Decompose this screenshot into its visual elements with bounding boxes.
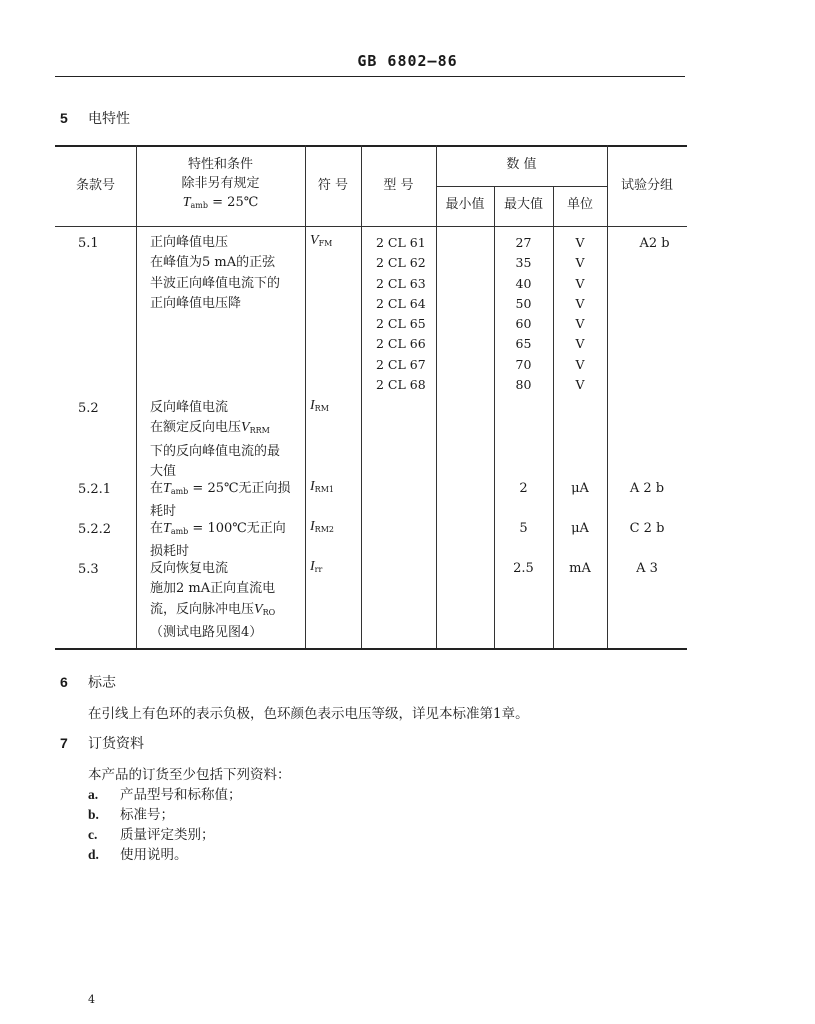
max-5-2-2: 5: [519, 521, 528, 536]
header-test-group: 试验分组: [620, 178, 673, 193]
page-number: 4: [88, 993, 95, 1006]
header-model: 型 号: [383, 178, 414, 193]
list-item: d. 使用说明。: [88, 847, 188, 863]
section-5-title: [60, 108, 130, 128]
clause-5-2-2: 5.2.2: [78, 522, 112, 537]
section-7-intro: 本产品的订货至少包括下列资料：: [88, 767, 291, 783]
symbol-irm: $I_{RM}$: [310, 398, 329, 413]
clause-5-3: 5.3: [78, 562, 99, 577]
section-6-text: 在引线上有色环的表示负极，色环颜色表示电压等级，详见本标准第1章。: [88, 706, 529, 722]
header-rule: [55, 76, 685, 77]
section-number: 6: [60, 674, 68, 690]
header-clause: 条款号: [75, 178, 115, 193]
header-value: 数 值: [506, 157, 537, 172]
col-divider: [305, 145, 306, 648]
symbol-irm1: $I_{RM1}$: [310, 479, 334, 494]
header-symbol: 符 号: [317, 178, 349, 193]
clause-5-2: 5.2: [78, 401, 99, 416]
max-value-list: 27 35 40 50 60 65 70 80: [515, 235, 532, 393]
col-divider: [136, 145, 137, 648]
section-title-text: 电特性: [88, 111, 130, 127]
condition-5-1: 正向峰值电压 在峰值为5 mA的正弦 半波正向峰值电流下的 正向峰值电压降: [150, 235, 281, 311]
condition-5-2: 反向峰值电流 在额定反向电压$V_{RRM}$ 下的反向峰值电流的最 大值: [150, 400, 281, 479]
header-unit: 单位: [566, 197, 593, 212]
document-code: GB 6802—86: [357, 52, 458, 70]
table-bottom-rule: [55, 648, 687, 650]
section-title-text: 订货资料: [88, 736, 144, 752]
section-7-title: [60, 733, 144, 753]
condition-5-2-2: 在$T_{amb}$ = 100℃无正向 损耗时: [150, 521, 286, 560]
test-group-5-2-1: A 2 b: [629, 481, 665, 496]
list-item: a. 产品型号和标称值；: [88, 787, 242, 803]
model-list: 2 CL 61 2 CL 62 2 CL 63 2 CL 64 2 CL 65 2 CL 66 2 CL 67 2 CL 68: [376, 235, 426, 393]
unit-5-3: mA: [569, 561, 591, 576]
unit-5-2-2: μA: [571, 521, 589, 536]
max-5-2-1: 2: [519, 481, 528, 496]
col-divider: [436, 145, 437, 648]
list-item: c. 质量评定类别；: [88, 827, 215, 843]
symbol-irm2: $I_{RM2}$: [310, 519, 334, 534]
header-max: 最大值: [503, 197, 543, 212]
symbol-vfm: $V_{FM}$: [310, 233, 333, 248]
test-group-5-2-2: C 2 b: [629, 521, 665, 536]
header-characteristics: 特性和条件 除非另有规定 $T_{amb}$ = 25℃: [181, 157, 260, 210]
test-group-5-3: A 3: [636, 561, 658, 576]
section-6-title: [60, 672, 116, 692]
clause-5-1: 5.1: [78, 236, 99, 251]
section-number: 5: [60, 110, 68, 126]
section-title-text: 标志: [88, 675, 116, 691]
symbol-irr: $I_{rr}$: [310, 559, 323, 574]
condition-5-2-1: 在$T_{amb}$ = 25℃无正向损 耗时: [150, 481, 291, 520]
list-item: b. 标准号；: [88, 807, 174, 823]
max-5-3: 2.5: [513, 561, 534, 576]
value-sub-rule: [436, 186, 607, 187]
unit-list: V V V V V V V V: [575, 235, 585, 393]
header-min: 最小值: [445, 197, 485, 212]
test-group-5-1: A2 b: [639, 236, 670, 251]
header-bottom-rule: [55, 226, 687, 227]
section-number: 7: [60, 735, 68, 751]
condition-5-3: 反向恢复电流 施加2 mA正向直流电 流，反向脉冲电压$V_{RO}$ （测试电路见图4）: [150, 561, 276, 640]
col-divider: [361, 145, 362, 648]
clause-5-2-1: 5.2.1: [78, 482, 112, 497]
unit-5-2-1: μA: [571, 481, 589, 496]
table-top-rule: [55, 145, 687, 147]
